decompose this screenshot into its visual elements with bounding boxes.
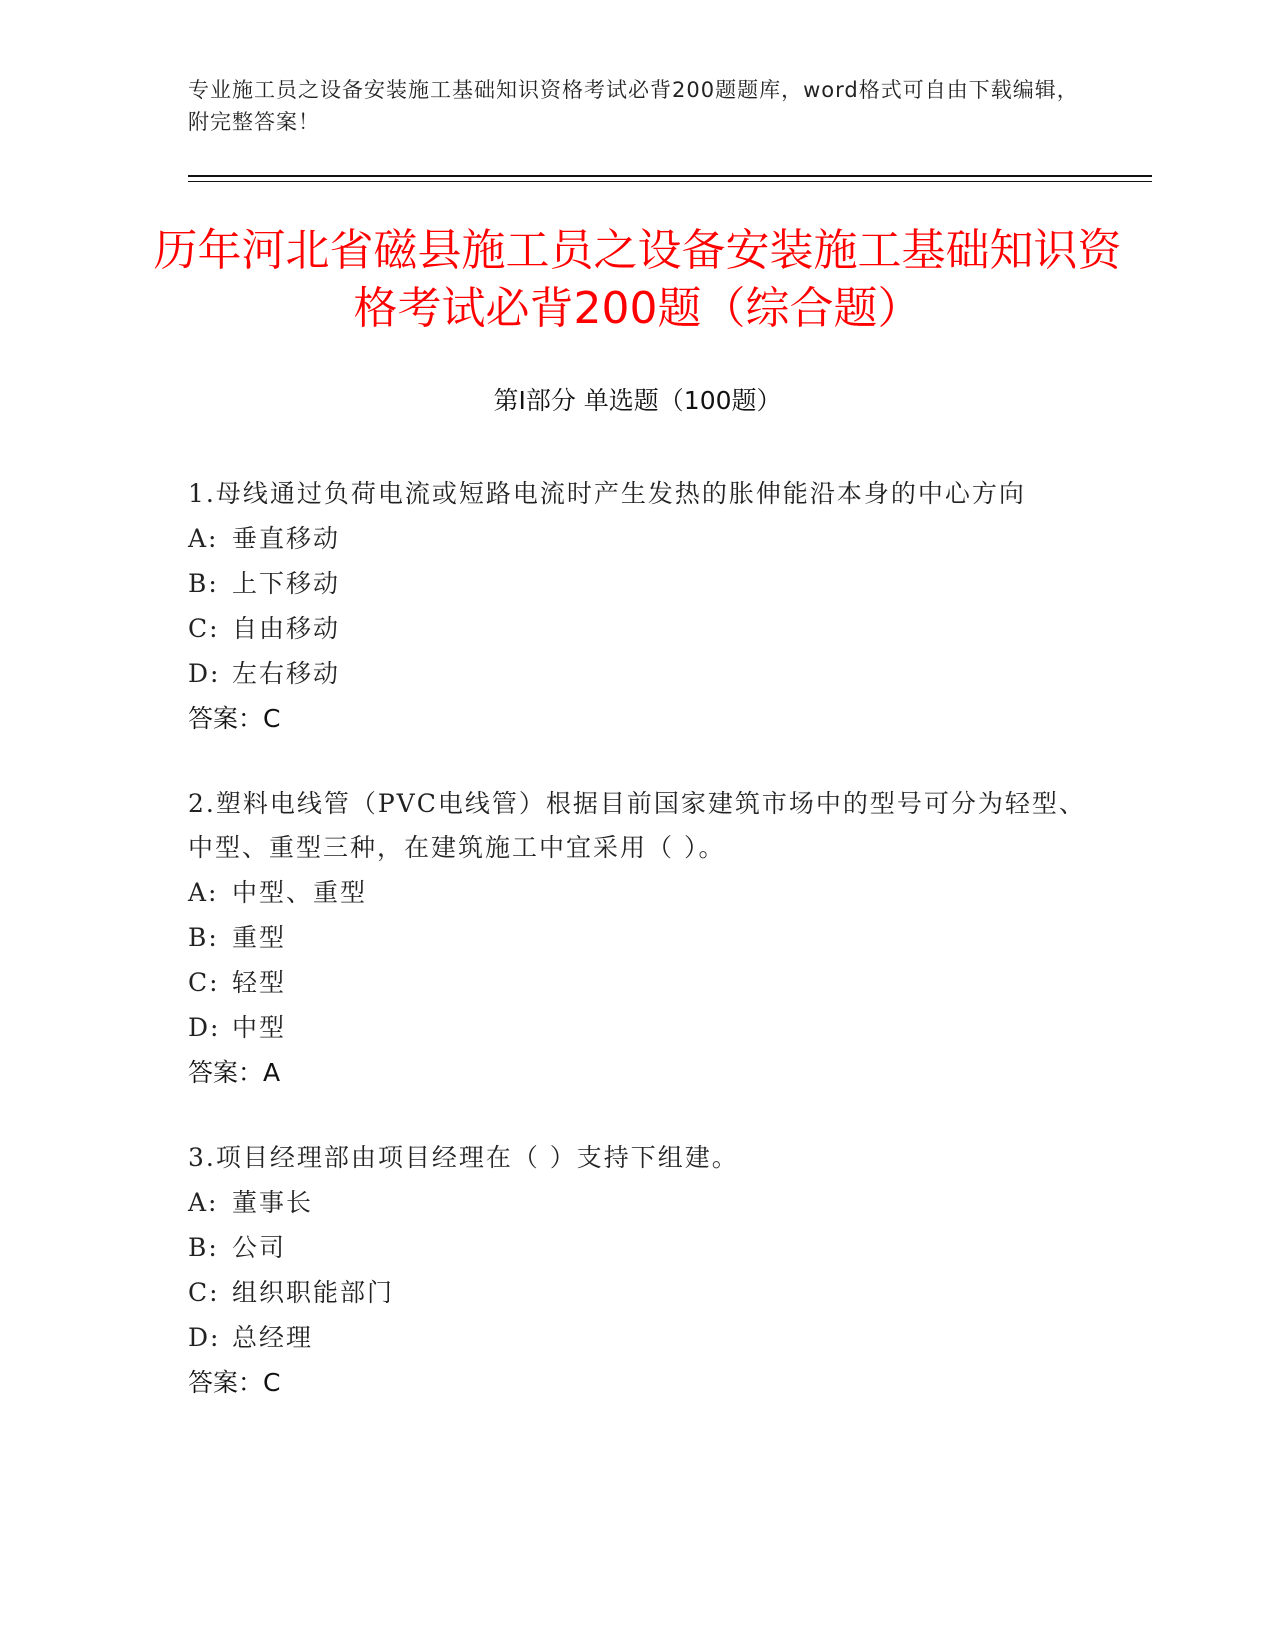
option-letter: D: [188, 1323, 221, 1352]
option-text: 自由移动 [232, 614, 341, 643]
question-stem: 1.母线通过负荷电流或短路电流时产生发热的胀伸能沿本身的中心方向 [188, 479, 1026, 508]
option-d [188, 1315, 1088, 1360]
option-text: 左右移动 [232, 659, 341, 688]
option-letter: D: [188, 659, 221, 688]
option-letter: C: [188, 614, 220, 643]
option-b [188, 1225, 1088, 1270]
header-divider-thin [188, 181, 1152, 182]
document-title: 历年河北省磁县施工员之设备安装施工基础知识资格考试必背200题（综合题） [153, 225, 1122, 334]
option-letter: B: [188, 1233, 219, 1262]
question-stem: 2.塑料电线管（PVC电线管）根据目前国家建筑市场中的型号可分为轻型、中型、重型三种，在建筑施工中宜采用（ ）。 [188, 789, 1086, 862]
answer-line [188, 1360, 1088, 1406]
question-3 [188, 1136, 1088, 1406]
header-divider-thick [188, 175, 1152, 177]
option-letter: C: [188, 968, 220, 997]
option-letter: D: [188, 1013, 221, 1042]
option-b [188, 915, 1088, 960]
option-letter: B: [188, 569, 219, 598]
question-list [188, 472, 1088, 1446]
answer-prefix: 答案： [188, 1058, 264, 1087]
option-letter: C: [188, 1278, 220, 1307]
option-text: 董事长 [232, 1188, 314, 1217]
option-text: 中型、重型 [232, 878, 368, 907]
option-text: 重型 [232, 923, 287, 952]
option-c [188, 1270, 1088, 1315]
answer-line [188, 1050, 1088, 1096]
answer-value: C [263, 704, 281, 733]
answer-value: C [263, 1368, 281, 1397]
question-1 [188, 472, 1088, 742]
option-letter: A: [188, 878, 219, 907]
answer-value: A [263, 1058, 281, 1087]
option-c [188, 960, 1088, 1005]
section-heading: 第Ⅰ部分 单选题（100题） [493, 386, 782, 415]
option-letter: A: [188, 1188, 219, 1217]
option-text: 总经理 [232, 1323, 314, 1352]
option-text: 垂直移动 [232, 524, 341, 553]
option-d [188, 1005, 1088, 1050]
option-letter: A: [188, 524, 219, 553]
answer-prefix: 答案： [188, 704, 264, 733]
option-text: 上下移动 [232, 569, 341, 598]
option-a [188, 1180, 1088, 1225]
option-a [188, 870, 1088, 915]
option-d [188, 651, 1088, 696]
option-c [188, 606, 1088, 651]
answer-prefix: 答案： [188, 1368, 264, 1397]
option-letter: B: [188, 923, 219, 952]
option-text: 轻型 [232, 968, 287, 997]
option-text: 公司 [232, 1233, 287, 1262]
option-b [188, 561, 1088, 606]
option-text: 组织职能部门 [232, 1278, 395, 1307]
option-a [188, 516, 1088, 561]
question-2 [188, 782, 1088, 1096]
answer-line [188, 696, 1088, 742]
option-text: 中型 [232, 1013, 287, 1042]
question-stem: 3.项目经理部由项目经理在（ ）支持下组建。 [188, 1143, 739, 1172]
header-note: 专业施工员之设备安装施工基础知识资格考试必背200题题库，word格式可自由下载编辑，附完整答案！ [188, 78, 1079, 134]
